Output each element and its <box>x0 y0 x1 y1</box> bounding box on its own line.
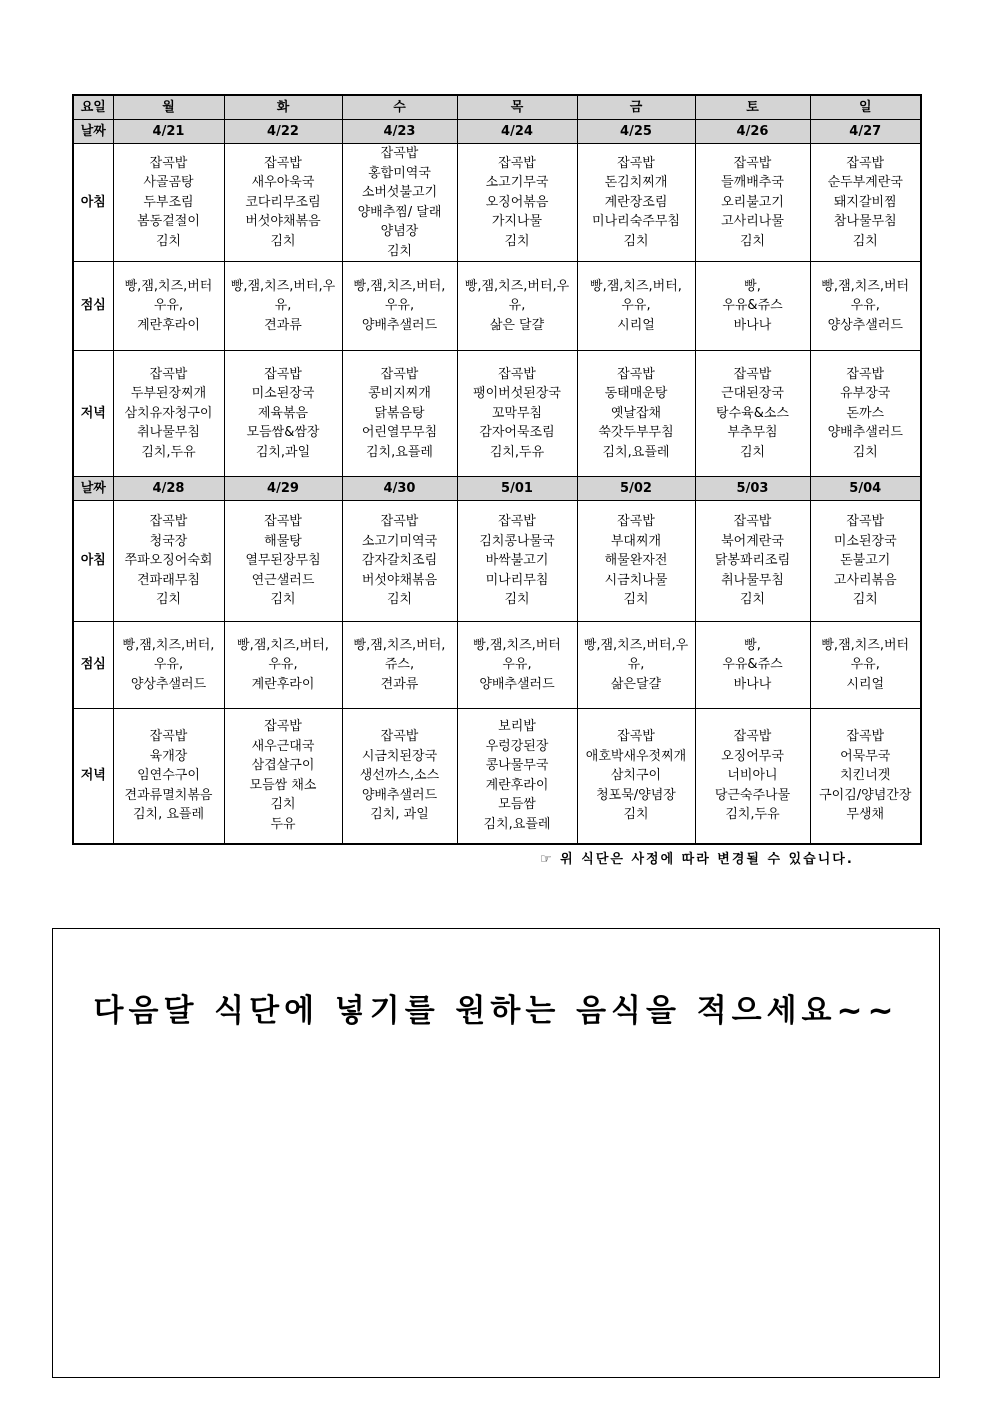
menu-item: 오리불고기 <box>721 194 784 210</box>
menu-item: 김치 <box>852 592 878 608</box>
weekday-row <box>73 95 921 120</box>
lunch-menu-cell <box>695 622 810 709</box>
breakfast-menu-cell <box>113 144 224 262</box>
date-cell: 4/27 <box>810 120 921 144</box>
menu-item: 돼지갈비찜 <box>833 194 897 210</box>
weekday-cell: 화 <box>224 95 342 120</box>
weekday-cell: 토 <box>695 95 810 120</box>
menu-item: 김치, 요플레 <box>132 807 205 822</box>
menu-item: 양배추샐러드 <box>827 425 903 441</box>
menu-item: 우렁강된장 <box>485 738 549 754</box>
menu-item: 우유, <box>268 657 298 673</box>
date-cell: 4/24 <box>457 120 577 144</box>
menu-item: 버섯야채볶음 <box>361 572 438 588</box>
menu-item: 김치 <box>739 444 766 460</box>
dinner-menu-cell <box>224 709 342 844</box>
menu-item: 김치 <box>623 807 649 822</box>
menu-item: 모듬쌈 <box>498 797 536 813</box>
menu-item: 김치,두유 <box>725 807 780 822</box>
menu-item: 양념장 <box>380 224 419 239</box>
menu-item: 취나물무침 <box>721 572 784 588</box>
lunch-menu-cell <box>810 262 921 351</box>
menu-item: 빵,잼,치즈,버터, <box>122 637 215 653</box>
dinner-menu-cell <box>695 709 810 844</box>
menu-item: 구이김/양념간장 <box>819 787 912 803</box>
date-cell: 4/26 <box>695 120 810 144</box>
menu-item: 김치 <box>739 233 766 249</box>
menu-item: 닭볶음탕 <box>374 405 425 421</box>
menu-item: 잡곡밥 <box>264 514 302 530</box>
menu-item: 잡곡밥 <box>498 155 536 171</box>
breakfast-menu-cell <box>695 144 810 262</box>
date-row <box>73 477 921 501</box>
menu-item: 양배추샐러드 <box>479 676 555 692</box>
menu-item: 양배추샐러드 <box>361 787 438 803</box>
menu-item: 소고기무국 <box>485 175 549 191</box>
menu-item: 두유 <box>270 816 296 832</box>
menu-item: 꼬막무침 <box>491 405 543 421</box>
menu-item: 코다리무조림 <box>245 194 321 210</box>
menu-item: 열무된장무침 <box>245 553 321 569</box>
menu-item: 우유, <box>850 298 880 314</box>
menu-item: 잡곡밥 <box>733 155 772 171</box>
menu-item: 미소된장국 <box>251 386 315 402</box>
breakfast-menu-cell <box>113 501 224 622</box>
breakfast-row <box>73 501 921 622</box>
menu-item: 생선까스,소스 <box>359 768 440 783</box>
lunch-menu-cell <box>810 622 921 709</box>
menu-item: 고사리볶음 <box>833 572 897 588</box>
date-cell: 4/23 <box>342 120 457 144</box>
dinner-menu-cell <box>113 351 224 477</box>
date-row <box>73 120 921 144</box>
lunch-menu-cell <box>577 262 695 351</box>
menu-item: 김치 <box>504 592 530 608</box>
dinner-menu-cell <box>113 709 224 844</box>
menu-item: 시리얼 <box>846 676 885 692</box>
date-cell: 5/01 <box>457 477 577 501</box>
meal-plan-table <box>72 94 922 845</box>
breakfast-menu-cell <box>695 501 810 622</box>
menu-item: 취나물무침 <box>137 425 200 441</box>
menu-item: 우유&쥬스 <box>722 657 783 673</box>
menu-item: 바나나 <box>733 676 772 692</box>
menu-item: 김치콩나물국 <box>479 533 555 549</box>
menu-item: 쭈파오징어숙회 <box>124 553 213 569</box>
menu-item: 김치 <box>852 233 878 249</box>
menu-item: 청포묵/양념장 <box>596 787 676 803</box>
date-cell: 4/21 <box>113 120 224 144</box>
menu-item: 유, <box>627 657 645 673</box>
menu-item: 빵,잼,치즈,버터,우 <box>583 637 689 653</box>
menu-item: 잡곡밥 <box>380 729 419 744</box>
menu-item: 잡곡밥 <box>498 366 536 382</box>
menu-item: 유, <box>274 298 292 314</box>
menu-item: 팽이버섯된장국 <box>473 386 561 402</box>
lunch-menu-cell <box>695 262 810 351</box>
menu-item: 순두부계란국 <box>827 175 903 191</box>
dinner-menu-cell <box>342 709 457 844</box>
menu-item: 잡곡밥 <box>264 366 302 382</box>
menu-item: 우유, <box>502 657 532 673</box>
menu-item: 두부조림 <box>143 194 194 210</box>
menu-item: 견과류 <box>264 317 302 333</box>
menu-item: 잡곡밥 <box>617 155 655 171</box>
dinner-menu-cell <box>342 351 457 477</box>
menu-item: 애호박새우젓찌개 <box>585 748 687 764</box>
lunch-menu-cell <box>224 622 342 709</box>
menu-item: 견과류 <box>380 676 419 692</box>
menu-item: 빵,잼,치즈,버터 <box>821 278 910 294</box>
menu-item: 계란후라이 <box>485 777 549 793</box>
menu-item: 제육볶음 <box>257 405 309 421</box>
menu-item: 견과류멸치볶음 <box>124 787 213 803</box>
menu-item: 김치, 과일 <box>370 807 429 822</box>
menu-item: 오징어무국 <box>721 748 784 764</box>
dinner-row <box>73 709 921 844</box>
menu-item: 삼치유자청구이 <box>124 405 213 421</box>
menu-item: 김치 <box>739 592 766 608</box>
menu-item: 소버섯불고기 <box>361 185 438 200</box>
weekday-cell: 수 <box>342 95 457 120</box>
menu-item: 잡곡밥 <box>498 514 536 530</box>
menu-item: 김치,요플레 <box>602 444 670 460</box>
breakfast-menu-cell <box>577 144 695 262</box>
menu-item: 무생채 <box>846 807 885 822</box>
menu-item: 유, <box>508 298 526 314</box>
menu-item: 잡곡밥 <box>149 514 188 530</box>
menu-item: 치킨너겟 <box>840 768 891 783</box>
menu-item: 보리밥 <box>498 719 536 735</box>
change-notice: ☞ 위 식단은 사정에 따라 변경될 수 있습니다. <box>540 852 854 867</box>
menu-item: 모듬쌈 채소 <box>249 777 317 793</box>
menu-item: 너비아니 <box>727 768 778 783</box>
dinner-menu-cell <box>457 709 577 844</box>
menu-item: 돈까스 <box>846 405 885 421</box>
menu-item: 쥬스, <box>384 657 415 673</box>
dinner-row <box>73 351 921 477</box>
menu-item: 사골곰탕 <box>143 175 194 191</box>
menu-item: 당근숙주나물 <box>714 787 791 803</box>
lunch-menu-cell <box>457 622 577 709</box>
menu-item: 삶은 달걀 <box>489 317 545 333</box>
menu-item: 김치,두유 <box>489 444 545 460</box>
menu-item: 잡곡밥 <box>149 729 188 744</box>
menu-item: 바싹불고기 <box>485 553 549 569</box>
dinner-label: 저녁 <box>73 351 113 477</box>
menu-item: 빵,잼,치즈,버터, <box>353 278 446 294</box>
menu-item: 계란장조림 <box>604 194 668 210</box>
menu-item: 북어계란국 <box>721 533 784 549</box>
menu-item: 빵,잼,치즈,버터,우 <box>464 278 570 294</box>
dinner-menu-cell <box>577 351 695 477</box>
menu-item: 들깨배추국 <box>721 175 784 191</box>
menu-item: 잡곡밥 <box>846 366 885 382</box>
menu-item: 김치 <box>852 444 878 460</box>
dinner-menu-cell <box>457 351 577 477</box>
menu-item: 시금치나물 <box>604 572 668 588</box>
menu-item: 잡곡밥 <box>617 729 655 744</box>
menu-item: 빵,잼,치즈,버터, <box>353 637 446 653</box>
breakfast-menu-cell <box>224 501 342 622</box>
date-cell: 5/03 <box>695 477 810 501</box>
date-cell: 5/02 <box>577 477 695 501</box>
menu-item: 연근샐러드 <box>251 572 315 588</box>
menu-item: 잡곡밥 <box>149 366 188 382</box>
menu-item: 옛날잡채 <box>610 405 662 421</box>
menu-item: 두부된장찌개 <box>130 386 207 402</box>
menu-item: 빵,잼,치즈,버터 <box>124 278 213 294</box>
lunch-label: 점심 <box>73 622 113 709</box>
lunch-menu-cell <box>342 262 457 351</box>
menu-item: 새우아욱국 <box>251 175 315 191</box>
dinner-menu-cell <box>695 351 810 477</box>
menu-item: 양상추샐러드 <box>130 676 207 692</box>
date-label: 날짜 <box>73 477 113 501</box>
menu-item: 양배추찜/ 달래 <box>357 204 442 220</box>
menu-item: 계란후라이 <box>137 317 200 333</box>
menu-item: 김치,두유 <box>141 444 196 460</box>
menu-item: 잡곡밥 <box>380 146 419 161</box>
date-cell: 4/28 <box>113 477 224 501</box>
menu-item: 돈김치찌개 <box>604 175 668 191</box>
menu-item: 어묵무국 <box>840 748 891 764</box>
menu-item: 해물완자전 <box>604 553 668 569</box>
menu-item: 잡곡밥 <box>264 155 302 171</box>
menu-item: 우유, <box>384 298 415 314</box>
menu-item: 버섯야채볶음 <box>245 214 321 230</box>
menu-item: 쑥갓두부무침 <box>598 425 674 441</box>
dinner-label: 저녁 <box>73 709 113 844</box>
menu-item: 빵,잼,치즈,버터, <box>237 637 329 653</box>
menu-item: 우유, <box>621 298 651 314</box>
menu-item: 잡곡밥 <box>846 729 885 744</box>
menu-item: 콩비지찌개 <box>368 386 431 402</box>
date-label: 날짜 <box>73 120 113 144</box>
menu-item: 잡곡밥 <box>846 155 885 171</box>
lunch-menu-cell <box>342 622 457 709</box>
weekday-cell: 월 <box>113 95 224 120</box>
menu-item: 닭봉꽈리조림 <box>714 553 791 569</box>
lunch-menu-cell <box>457 262 577 351</box>
menu-item: 잡곡밥 <box>733 366 772 382</box>
menu-item: 육개장 <box>149 748 188 764</box>
menu-item: 김치 <box>155 592 182 608</box>
menu-item: 김치 <box>386 592 413 608</box>
menu-item: 삼치구이 <box>610 768 662 783</box>
date-cell: 5/04 <box>810 477 921 501</box>
dinner-menu-cell <box>577 709 695 844</box>
menu-item: 우유, <box>153 298 184 314</box>
menu-item: 김치 <box>504 233 530 249</box>
menu-item: 시금치된장국 <box>361 748 438 764</box>
breakfast-menu-cell <box>342 501 457 622</box>
menu-item: 탕수육&소스 <box>716 405 789 421</box>
menu-item: 바나나 <box>733 317 772 333</box>
menu-item: 소고기미역국 <box>361 533 438 549</box>
weekday-cell: 목 <box>457 95 577 120</box>
menu-item: 잡곡밥 <box>264 719 302 735</box>
menu-item: 김치,요플레 <box>483 816 551 832</box>
menu-item: 동태매운탕 <box>604 386 668 402</box>
menu-item: 삶은달걀 <box>610 676 662 692</box>
breakfast-menu-cell <box>457 144 577 262</box>
menu-item: 유부장국 <box>840 386 891 402</box>
menu-item: 부대찌개 <box>610 533 662 549</box>
lunch-menu-cell <box>224 262 342 351</box>
menu-item: 빵, <box>744 637 761 653</box>
menu-item: 빵, <box>744 278 761 294</box>
menu-item: 삼겹살구이 <box>251 758 315 774</box>
menu-item: 부추무침 <box>727 425 778 441</box>
menu-item: 참나물무침 <box>833 214 897 230</box>
menu-item: 잡곡밥 <box>380 514 419 530</box>
menu-item: 근대된장국 <box>721 386 784 402</box>
menu-item: 우유&쥬스 <box>722 298 783 314</box>
menu-item: 김치 <box>270 233 296 249</box>
menu-item: 홍합미역국 <box>368 165 431 181</box>
food-request-title: 다음달 식단에 넣기를 원하는 음식을 적으세요~~ <box>93 993 899 1029</box>
menu-item: 김치 <box>270 797 296 813</box>
menu-item: 미소된장국 <box>833 533 897 549</box>
menu-item: 김치 <box>386 243 413 259</box>
food-request-box[interactable] <box>52 928 940 1378</box>
breakfast-row <box>73 144 921 262</box>
menu-item: 콩나물무국 <box>485 758 549 774</box>
menu-item: 잡곡밥 <box>149 155 188 171</box>
menu-item: 오징어볶음 <box>485 194 549 210</box>
menu-item: 시리얼 <box>617 317 655 333</box>
menu-item: 김치,요플레 <box>366 444 433 460</box>
dinner-menu-cell <box>224 351 342 477</box>
breakfast-menu-cell <box>457 501 577 622</box>
menu-item: 미나리무침 <box>485 572 549 588</box>
menu-item: 감자갈치조림 <box>361 553 438 569</box>
date-cell: 4/22 <box>224 120 342 144</box>
date-cell: 4/25 <box>577 120 695 144</box>
lunch-row <box>73 622 921 709</box>
weekday-label: 요일 <box>73 95 113 120</box>
lunch-menu-cell <box>577 622 695 709</box>
menu-item: 빵,잼,치즈,버터 <box>821 637 910 653</box>
menu-item: 새우근대국 <box>251 738 315 754</box>
menu-item: 김치 <box>623 233 649 249</box>
menu-item: 양배추샐러드 <box>361 317 438 333</box>
dinner-menu-cell <box>810 709 921 844</box>
menu-item: 양상추샐러드 <box>827 317 903 333</box>
weekday-cell: 일 <box>810 95 921 120</box>
breakfast-menu-cell <box>810 501 921 622</box>
lunch-label: 점심 <box>73 262 113 351</box>
menu-item: 어린열무무침 <box>361 425 438 441</box>
breakfast-menu-cell <box>224 144 342 262</box>
menu-item: 해물탕 <box>264 533 302 549</box>
menu-item: 김치 <box>623 592 649 608</box>
menu-item: 빵,잼,치즈,버터, <box>590 278 682 294</box>
menu-item: 청국장 <box>149 533 188 549</box>
menu-item: 우유, <box>153 657 184 673</box>
menu-item: 김치 <box>155 233 182 249</box>
dinner-menu-cell <box>810 351 921 477</box>
breakfast-label: 아침 <box>73 501 113 622</box>
menu-item: 잡곡밥 <box>617 514 655 530</box>
breakfast-menu-cell <box>577 501 695 622</box>
menu-item: 가지나물 <box>491 214 543 230</box>
menu-item: 빵,잼,치즈,버터,우 <box>230 278 336 294</box>
menu-item: 김치 <box>270 592 296 608</box>
menu-item: 임연수구이 <box>137 768 200 783</box>
menu-item: 잡곡밥 <box>617 366 655 382</box>
menu-item: 고사리나물 <box>721 214 784 230</box>
menu-item: 잡곡밥 <box>733 729 772 744</box>
menu-item: 잡곡밥 <box>846 514 885 530</box>
breakfast-menu-cell <box>342 144 457 262</box>
menu-item: 우유, <box>850 657 880 673</box>
menu-item: 빵,잼,치즈,버터 <box>473 637 561 653</box>
menu-item: 계란후라이 <box>251 676 315 692</box>
weekday-cell: 금 <box>577 95 695 120</box>
menu-item: 잡곡밥 <box>380 366 419 382</box>
menu-item: 돈불고기 <box>840 553 891 569</box>
date-cell: 4/29 <box>224 477 342 501</box>
lunch-row <box>73 262 921 351</box>
menu-item: 미나리숙주무침 <box>592 214 680 230</box>
menu-item: 봄동겉절이 <box>137 214 200 230</box>
date-cell: 4/30 <box>342 477 457 501</box>
breakfast-label: 아침 <box>73 144 113 262</box>
menu-item: 감자어묵조림 <box>479 425 555 441</box>
menu-item: 모듬쌈&쌈장 <box>246 425 320 441</box>
menu-item: 김치,과일 <box>255 444 311 460</box>
menu-item: 잡곡밥 <box>733 514 772 530</box>
breakfast-menu-cell <box>810 144 921 262</box>
lunch-menu-cell <box>113 622 224 709</box>
menu-item: 견파래무침 <box>137 572 200 588</box>
lunch-menu-cell <box>113 262 224 351</box>
